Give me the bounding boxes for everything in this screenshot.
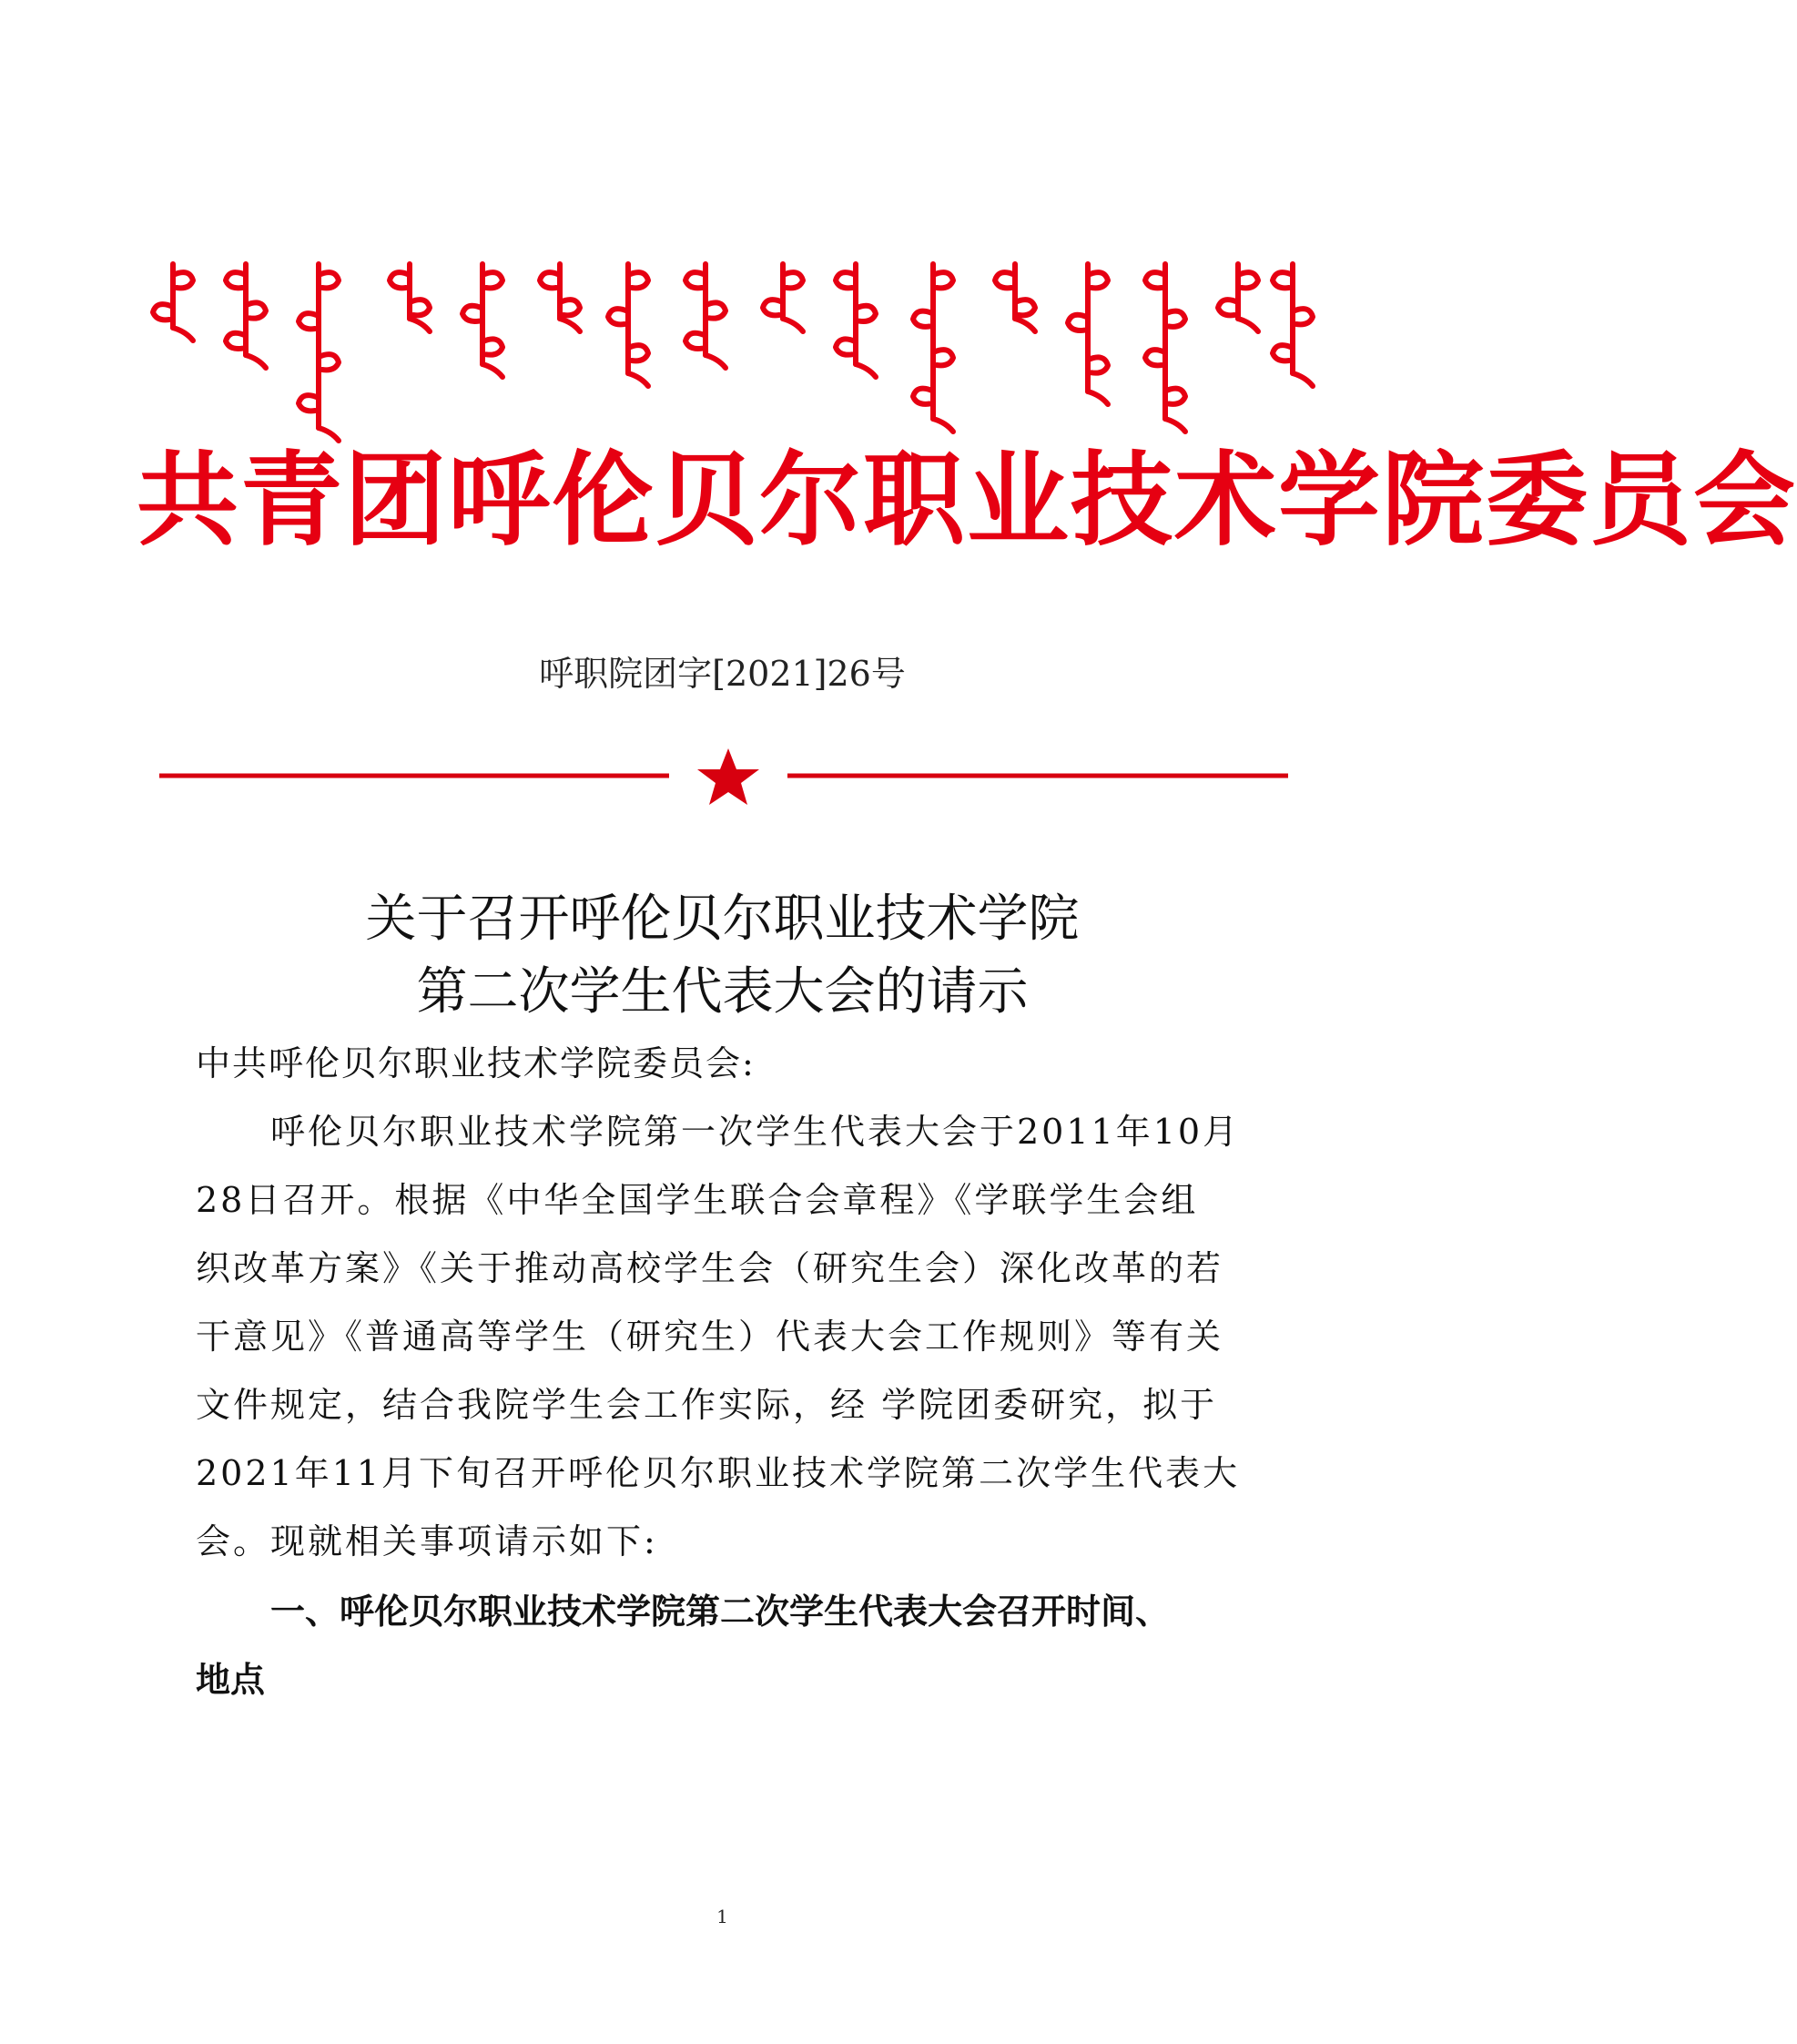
- masthead-org-name: 共青团呼伦贝尔职业技术学院委员会: [137, 442, 1797, 560]
- document-number: 呼职院团字[2021]26号: [539, 654, 906, 694]
- page-number: 1: [716, 1906, 728, 1927]
- mongolian-glyph: [540, 264, 580, 331]
- section-heading-line-1: 一、呼伦贝尔职业技术学院第二次学生代表大会召开时间、: [270, 1591, 1171, 1632]
- mongolian-glyph: [462, 264, 503, 377]
- mongolian-glyph: [1273, 264, 1313, 386]
- body-line: 织改革方案》《关于推动高校学生会（研究生会）深化改革的若: [196, 1248, 1224, 1288]
- salutation: 中共呼伦贝尔职业技术学院委员会:: [196, 1043, 756, 1083]
- body-line: 呼伦贝尔职业技术学院第一次学生代表大会于2011年10月: [270, 1112, 1241, 1152]
- body-line: 2021年11月下旬召开呼伦贝尔职业技术学院第二次学生代表大: [196, 1453, 1241, 1493]
- mongolian-glyph: [995, 264, 1035, 331]
- body-line: 会。现就相关事项请示如下:: [196, 1521, 658, 1561]
- mongolian-glyph: [1218, 264, 1258, 331]
- mongolian-glyph: [685, 264, 726, 368]
- mongolian-glyph: [763, 264, 803, 331]
- mongolian-glyph: [836, 264, 876, 377]
- mongolian-glyph: [153, 264, 193, 341]
- mongolian-glyph: [1145, 264, 1185, 432]
- star-icon: [697, 748, 759, 805]
- red-divider: [159, 747, 1288, 810]
- body-line: 文件规定，结合我院学生会工作实际，经 学院团委研究，拟于: [196, 1385, 1218, 1425]
- mongolian-script-heading: [146, 255, 1311, 437]
- mongolian-glyph: [913, 264, 953, 432]
- mongolian-glyph: [608, 264, 648, 386]
- document-title-line-1: 关于召开呼伦贝尔职业技术学院: [365, 890, 1080, 949]
- mongolian-glyph: [390, 264, 430, 331]
- body-line: 28日召开。根据《中华全国学生联合会章程》《学联学生会组: [196, 1180, 1199, 1220]
- mongolian-glyph: [1068, 264, 1108, 404]
- document-title-line-2: 第二次学生代表大会的请示: [416, 962, 1029, 1022]
- body-line: 干意见》《普通高等学生（研究生）代表大会工作规则》等有关: [196, 1317, 1224, 1357]
- mongolian-glyph: [299, 264, 339, 441]
- mongolian-glyph: [226, 264, 266, 368]
- section-heading-line-2: 地点: [196, 1660, 266, 1700]
